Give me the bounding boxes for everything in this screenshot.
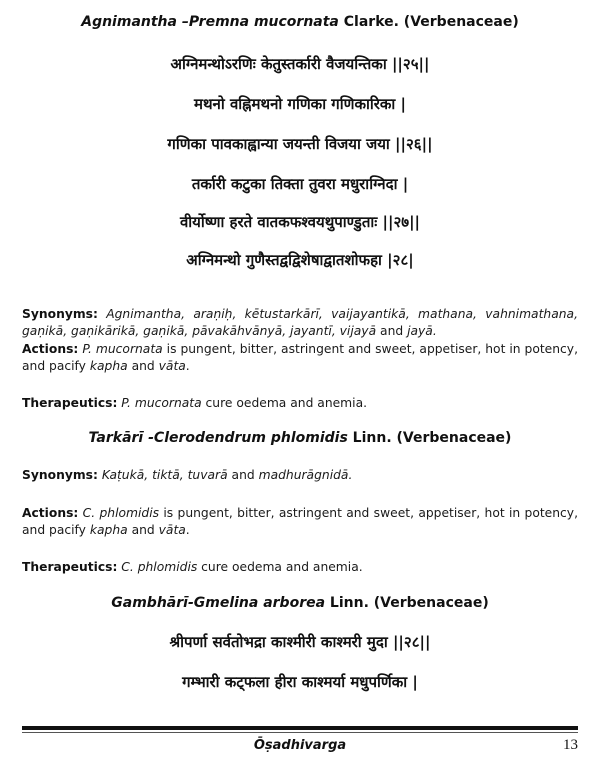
synonyms-label: Synonyms: [22, 468, 98, 482]
actions-text: is pungent, bitter, astringent and sweet, appetiser, hot in potency, and pacify [22, 342, 578, 373]
species-name: C. phlomidis [82, 506, 160, 520]
common-name: Agnimantha [81, 14, 177, 30]
therapeutics-paragraph [22, 395, 578, 412]
page-number: 13 [563, 737, 578, 753]
common-name: Tarkārī [88, 430, 144, 446]
dosha-vata: vāta [158, 359, 186, 373]
footer-rule-thick [22, 726, 578, 730]
section-heading-gambhari [0, 595, 600, 611]
therapeutics-text: cure oedema and anemia. [197, 560, 363, 574]
botanical-name: Clerodendrum phlomidis [153, 430, 348, 446]
section-heading-agnimantha [0, 14, 600, 30]
verse-line: अग्निमन्थो गुणैस्तद्वद्विशेषाद्वातशोफहा |२८| [186, 251, 414, 269]
actions-label: Actions: [22, 342, 79, 356]
actions-text: is pungent, bitter, astringent and sweet, appetiser, hot in potency, and pacify [22, 506, 578, 537]
authority-family: Linn. (Verbenaceae) [325, 595, 489, 611]
separator: - [143, 430, 154, 446]
botanical-name: Gmelina arborea [193, 595, 326, 611]
synonyms-paragraph [22, 306, 578, 340]
therapeutics-text: cure oedema and anemia. [201, 396, 368, 410]
species-name: C. phlomidis [121, 560, 198, 574]
common-name: Gambhārī [111, 595, 188, 611]
verse-line: गम्भारी कट्फला हीरा काश्मर्या मधुपर्णिका | [182, 673, 418, 691]
footer-rule-thin [22, 732, 578, 733]
botanical-name: Premna mucornata [188, 14, 339, 30]
dosha-vata: vāta [158, 523, 186, 537]
actions-paragraph [22, 341, 578, 375]
synonyms-label: Synonyms: [22, 307, 98, 321]
synonyms-last: madhurāgnidā. [258, 468, 353, 482]
dosha-kapha: kapha [89, 523, 128, 537]
separator: - [187, 595, 194, 611]
therapeutics-label: Therapeutics: [22, 396, 118, 410]
running-footer-title: Ōṣadhivarga [253, 738, 347, 753]
verse-line: मथनो वह्निमथनो गणिका गणिकारिका | [193, 95, 407, 113]
species-name: P. mucornata [121, 396, 202, 410]
species-name: P. mucornata [82, 342, 163, 356]
conjunction: and [227, 468, 259, 482]
actions-paragraph [22, 505, 578, 539]
authority-family: Linn. (Verbenaceae) [347, 430, 512, 446]
period: . [185, 359, 190, 373]
separator: – [176, 14, 189, 30]
conjunction: and [376, 324, 408, 338]
synonyms-last: jayā. [407, 324, 437, 338]
actions-label: Actions: [22, 506, 79, 520]
verse-line: श्रीपर्णा सर्वतोभद्रा काश्मीरी काश्मरी मुदा ||२८|| [169, 633, 431, 651]
conjunction: and [127, 359, 159, 373]
synonyms-list: Kaṭukā, tiktā, tuvarā [101, 468, 228, 482]
synonyms-paragraph [22, 467, 578, 484]
period: . [185, 523, 190, 537]
synonyms-list: Agnimantha, araṇiḥ, kētustarkārī, vaijayantikā, mathana, vahnimathana, gaṇikā, gaṇikārikā, gaṇikā, pāvakāhvānyā, jayantī, vijayā [22, 307, 578, 338]
section-heading-tarkari [0, 430, 600, 446]
therapeutics-paragraph [22, 559, 578, 576]
conjunction: and [127, 523, 159, 537]
verse-line: गणिका पावकाह्वान्या जयन्ती विजया जया ||२६|| [167, 135, 433, 153]
dosha-kapha: kapha [89, 359, 128, 373]
verse-line: तर्कारी कटुका तिक्ता तुवरा मधुराग्निदा | [191, 175, 409, 193]
therapeutics-label: Therapeutics: [22, 560, 118, 574]
verse-line: अग्निमन्थोऽरणिः केतुस्तर्कारी वैजयन्तिका ||२५|| [170, 55, 430, 73]
verse-line: वीर्योष्णा हरते वातकफश्वयथुपाण्डुताः ||२७|| [179, 213, 421, 231]
authority-family: Clarke. (Verbenaceae) [338, 14, 519, 30]
